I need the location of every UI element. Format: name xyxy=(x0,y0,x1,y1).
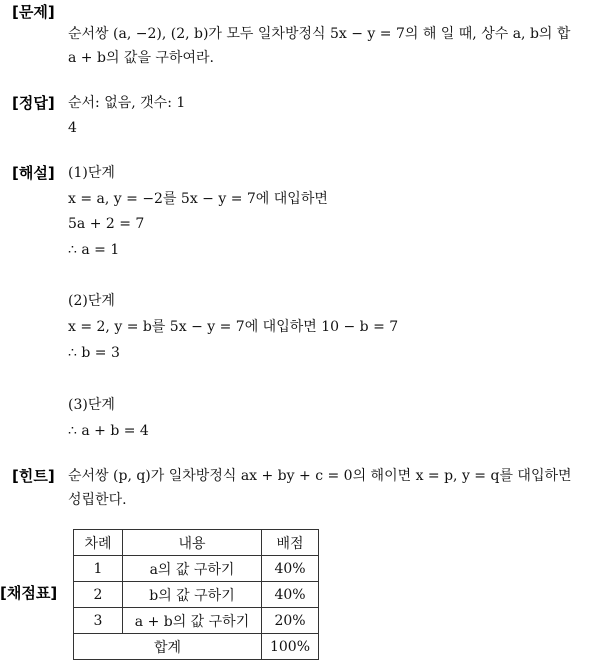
table-row xyxy=(74,608,319,634)
row-points: 20% xyxy=(262,608,319,634)
total-label: 합계 xyxy=(74,634,262,660)
solution-step-1-heading: (1)단계 xyxy=(68,165,115,181)
hint-label: [힌트] xyxy=(12,467,55,485)
header-content: 내용 xyxy=(123,530,262,556)
table-row xyxy=(74,582,319,608)
header-step: 차례 xyxy=(74,530,123,556)
answer-order-count: 순서: 없음, 갯수: 1 xyxy=(68,95,186,111)
row-step: 3 xyxy=(74,608,123,634)
solution-step-2-substitution: x = 2, y = b를 5x − y = 7에 대입하면 10 − b = 7 xyxy=(68,319,399,335)
hint-text-line-2: 성립한다. xyxy=(68,492,127,508)
scoring-label: [채점표] xyxy=(0,584,58,602)
row-content: a + b의 값 구하기 xyxy=(123,608,262,634)
solution-label: [해설] xyxy=(12,164,55,182)
problem-label: [문제] xyxy=(12,3,55,21)
solution-step-1-result: ∴ a = 1 xyxy=(68,242,120,258)
hint-text-line-1: 순서쌍 (p, q)가 일차방정식 ax + by + c = 0의 해이면 x = p, y = q를 대입하면 xyxy=(68,468,572,484)
row-step: 1 xyxy=(74,556,123,582)
solution-step-1-equation: 5a + 2 = 7 xyxy=(68,216,145,232)
solution-step-2-heading: (2)단계 xyxy=(68,293,115,309)
row-points: 40% xyxy=(262,582,319,608)
solution-step-1-substitution: x = a, y = −2를 5x − y = 7에 대입하면 xyxy=(68,191,328,207)
scoring-table xyxy=(73,529,319,660)
answer-value: 4 xyxy=(68,120,77,136)
total-points: 100% xyxy=(262,634,319,660)
row-content: b의 값 구하기 xyxy=(123,582,262,608)
scoring-table-header-row xyxy=(74,530,319,556)
header-points: 배점 xyxy=(262,530,319,556)
table-row xyxy=(74,556,319,582)
answer-label: [정답] xyxy=(12,94,55,112)
solution-step-2-result: ∴ b = 3 xyxy=(68,345,120,361)
problem-text-line-1: 순서쌍 (a, −2), (2, b)가 모두 일차방정식 5x − y = 7의 해 일 때, 상수 a, b의 합 xyxy=(68,26,571,42)
solution-step-3-heading: (3)단계 xyxy=(68,397,115,413)
problem-text-line-2: a + b의 값을 구하여라. xyxy=(68,50,214,66)
scoring-total-row xyxy=(74,634,319,660)
row-points: 40% xyxy=(262,556,319,582)
row-step: 2 xyxy=(74,582,123,608)
row-content: a의 값 구하기 xyxy=(123,556,262,582)
solution-step-3-result: ∴ a + b = 4 xyxy=(68,423,149,439)
